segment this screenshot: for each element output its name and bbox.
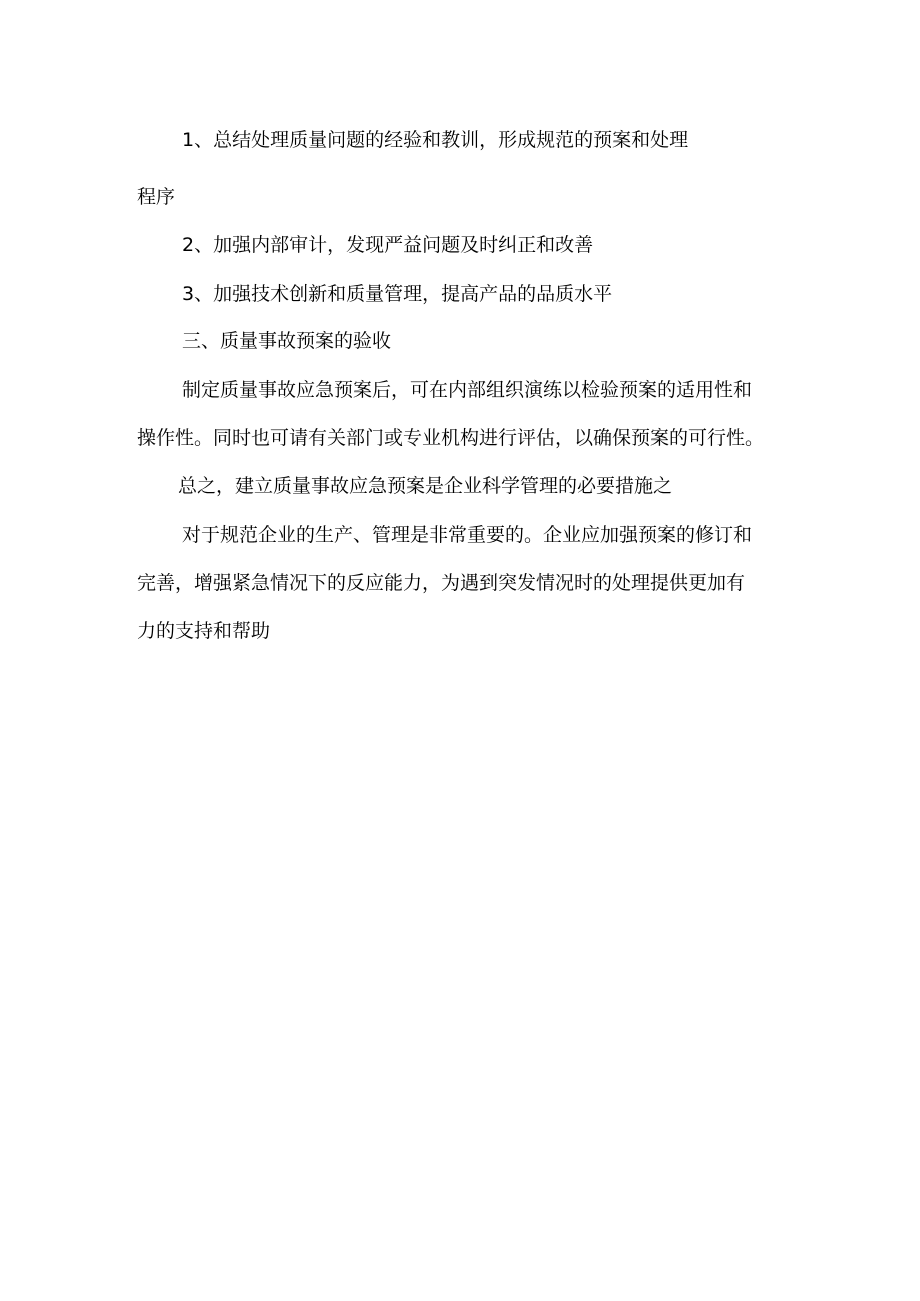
list-item-3: 3、加强技术创新和质量管理，提高产品的品质水平 <box>182 283 613 305</box>
paragraph-closing-line-2: 完善，增强紧急情况下的反应能力，为遇到突发情况时的处理提供更加有 <box>137 572 746 594</box>
section-heading: 三、质量事故预案的验收 <box>182 330 392 352</box>
paragraph-acceptance-line-1: 制定质量事故应急预案后，可在内部组织演练以检验预案的适用性和 <box>182 379 753 401</box>
list-item-1-line-2: 程序 <box>137 186 176 208</box>
paragraph-summary: 总之，建立质量事故应急预案是企业科学管理的必要措施之 <box>178 475 673 497</box>
paragraph-closing-line-3: 力的支持和帮助 <box>137 620 271 642</box>
paragraph-acceptance-line-2: 操作性。同时也可请有关部门或专业机构进行评估，以确保预案的可行性。 <box>137 427 765 449</box>
paragraph-closing-line-1: 对于规范企业的生产、管理是非常重要的。企业应加强预案的修订和 <box>182 524 753 546</box>
list-item-1-line-1: 1、总结处理质量问题的经验和教训，形成规范的预案和处理 <box>182 129 689 151</box>
list-item-2: 2、加强内部审计，发现严益问题及时纠正和改善 <box>182 234 594 256</box>
